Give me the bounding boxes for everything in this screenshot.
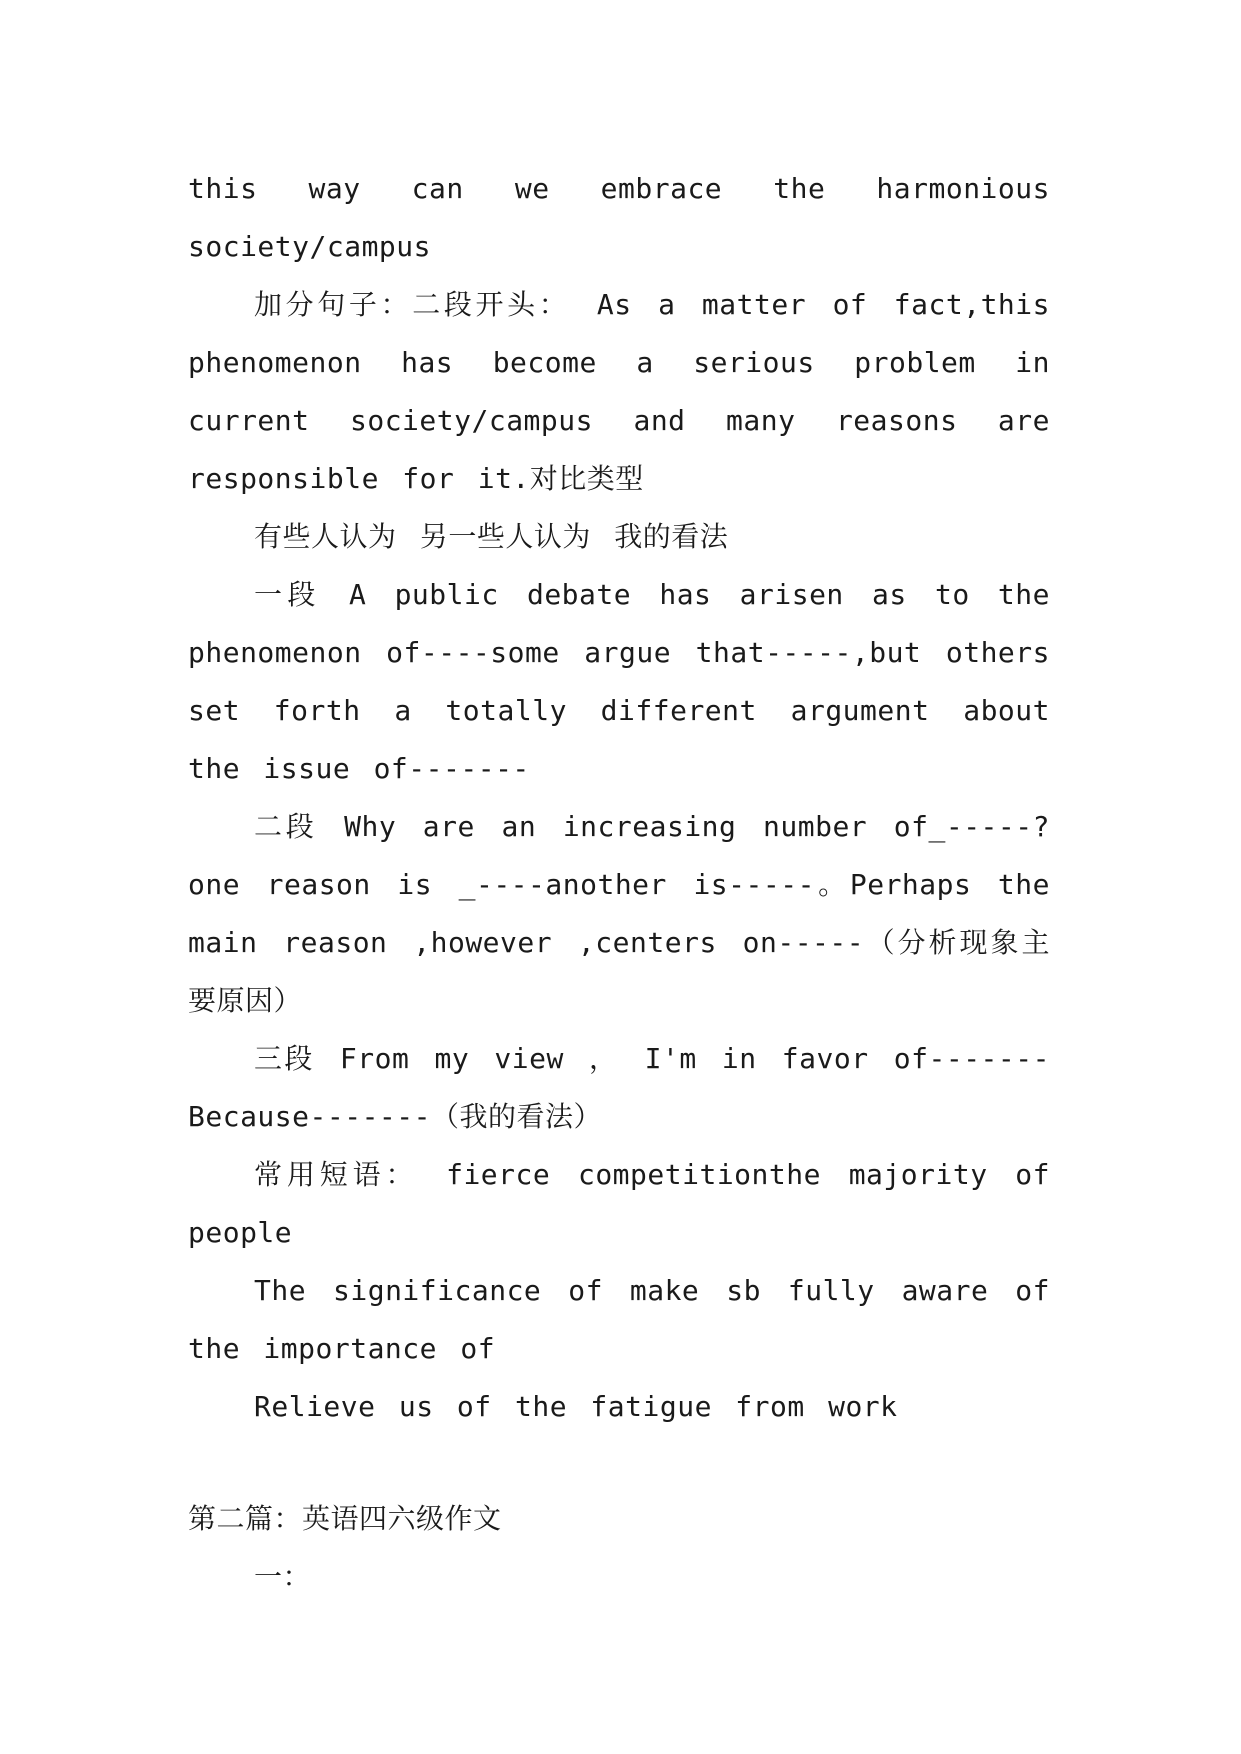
paragraph-relieve-fatigue: Relieve us of the fatigue from work (254, 1390, 898, 1423)
paragraph-harmonious-society: this way can we embrace the harmonious society/campus (188, 172, 1050, 263)
section-heading: 第二篇：英语四六级作文 (188, 1502, 502, 1535)
paragraph-common-phrases: 常用短语： fierce competitionthe majority of people (188, 1158, 1050, 1249)
paragraph-bonus-sentence: 加分句子：二段开头： As a matter of fact,this phenomenon has become a serious problem in current society/campus and many reasons are responsible for it.对比类型 (188, 288, 1050, 495)
paragraph-significance: The significance of make sb fully aware of the importance of (188, 1274, 1050, 1365)
paragraph-contrast-outline: 有些人认为 另一些人认为 我的看法 (254, 520, 729, 553)
paragraph-second-section: 二段 Why are an increasing number of_-----?one reason is _----another is-----。Perhaps the main reason ,however ,centers on-----（分析现象主要原因） (188, 810, 1050, 1017)
paragraph-first-section: 一段 A public debate has arisen as to the phenomenon of----some argue that-----,but others set forth a totally different argument about the issue of------- (188, 578, 1050, 785)
document-body (188, 160, 1050, 1606)
section-subheading: 一： (254, 1560, 312, 1593)
paragraph-third-section: 三段 From my view ， I'm in favor of-------Because-------（我的看法） (188, 1042, 1050, 1133)
